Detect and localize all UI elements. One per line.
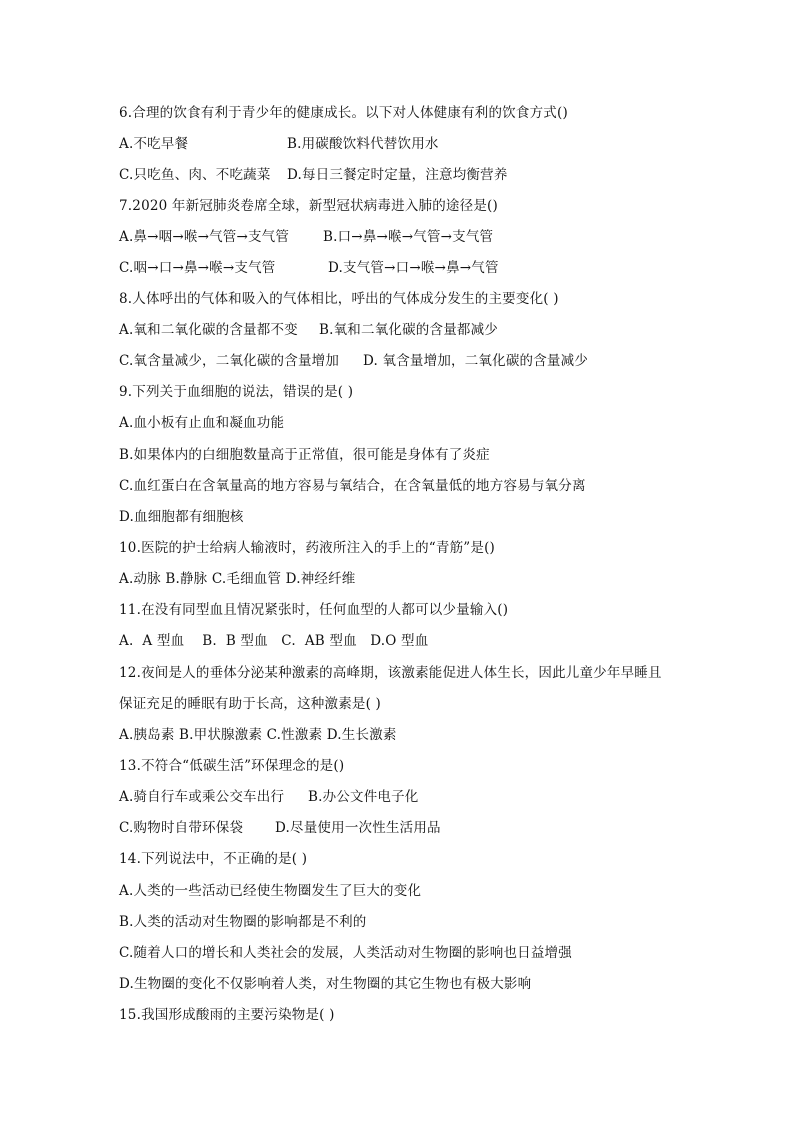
question-8-option-c: C.氧含量减少，二氧化碳的含量增加 xyxy=(119,353,340,369)
question-8-option-d: D. 氧含量增加，二氧化碳的含量减少 xyxy=(363,353,589,369)
question-14-option-a: A.人类的一些活动已经使生物圈发生了巨大的变化 xyxy=(119,883,422,899)
question-12-options: A.胰岛素 B.甲状腺激素 C.性激素 D.生长激素 xyxy=(119,727,397,743)
question-14-option-b: B.人类的活动对生物圈的影响都是不利的 xyxy=(119,914,367,930)
question-10-stem: 10.医院的护士给病人输液时，药液所注入的手上的“青筋”是() xyxy=(119,540,496,556)
question-9-option-d: D.血细胞都有细胞核 xyxy=(119,509,244,525)
question-14-option-d: D.生物圈的变化不仅影响着人类，对生物圈的其它生物也有极大影响 xyxy=(119,976,532,992)
question-7-option-d: D.支气管→口→喉→鼻→气管 xyxy=(328,260,499,276)
question-11-options: A. A 型血 B. B 型血 C. AB 型血 D.O 型血 xyxy=(119,633,429,649)
question-6-option-d: D.每日三餐定时定量，注意均衡营养 xyxy=(287,167,508,183)
question-10-options: A.动脉 B.静脉 C.毛细血管 D.神经纤维 xyxy=(119,571,356,587)
question-6-stem: 6.合理的饮食有利于青少年的健康成长。以下对人体健康有利的饮食方式() xyxy=(119,105,568,121)
question-12-stem: 12.夜间是人的垂体分泌某种激素的高峰期，该激素能促进人体生长，因此儿童少年早睡且 xyxy=(119,665,662,681)
question-15-stem: 15.我国形成酸雨的主要污染物是( ) xyxy=(119,1007,335,1023)
question-7-option-b: B.口→鼻→喉→气管→支气管 xyxy=(323,229,494,245)
question-13-option-d: D.尽量使用一次性生活用品 xyxy=(275,820,441,836)
question-7-option-a: A.鼻→咽→喉→气管→支气管 xyxy=(119,229,290,245)
question-9-option-b: B.如果体内的白细胞数量高于正常值，很可能是身体有了炎症 xyxy=(119,447,490,463)
question-13-option-c: C.购物时自带环保袋 xyxy=(119,820,244,836)
question-14-option-c: C.随着人口的增长和人类社会的发展，人类活动对生物圈的影响也日益增强 xyxy=(119,945,572,961)
question-8-option-a: A.氧和二氧化碳的含量都不变 xyxy=(119,322,298,338)
question-6-option-b: B.用碳酸饮料代替饮用水 xyxy=(287,136,439,152)
question-13-stem: 13.不符合“低碳生活”环保理念的是() xyxy=(119,758,345,774)
question-6-option-a: A.不吃早餐 xyxy=(119,136,189,152)
question-9-option-a: A.血小板有止血和凝血功能 xyxy=(119,415,285,431)
question-6-option-c: C.只吃鱼、肉、不吃蔬菜 xyxy=(119,167,271,183)
question-13-option-a: A.骑自行车或乘公交车出行 xyxy=(119,789,285,805)
question-9-option-c: C.血红蛋白在含氧量高的地方容易与氧结合，在含氧量低的地方容易与氧分离 xyxy=(119,478,586,494)
question-9-stem: 9.下列关于血细胞的说法，错误的是( ) xyxy=(119,384,354,400)
question-13-option-b: B.办公文件电子化 xyxy=(308,789,419,805)
question-7-option-c: C.咽→口→鼻→喉→支气管 xyxy=(119,260,276,276)
question-8-stem: 8.人体呼出的气体和吸入的气体相比，呼出的气体成分发生的主要变化( ) xyxy=(119,291,559,307)
question-14-stem: 14.下列说法中，不正确的是( ) xyxy=(119,851,308,867)
question-8-option-b: B.氧和二氧化碳的含量都减少 xyxy=(319,322,499,338)
question-7-stem: 7.2020 年新冠肺炎卷席全球，新型冠状病毒进入肺的途径是() xyxy=(119,198,498,214)
question-12-stem-continued: 保证充足的睡眠有助于长高，这种激素是( ) xyxy=(119,696,382,712)
question-11-stem: 11.在没有同型血且情况紧张时，任何血型的人都可以少量输入() xyxy=(119,602,509,618)
